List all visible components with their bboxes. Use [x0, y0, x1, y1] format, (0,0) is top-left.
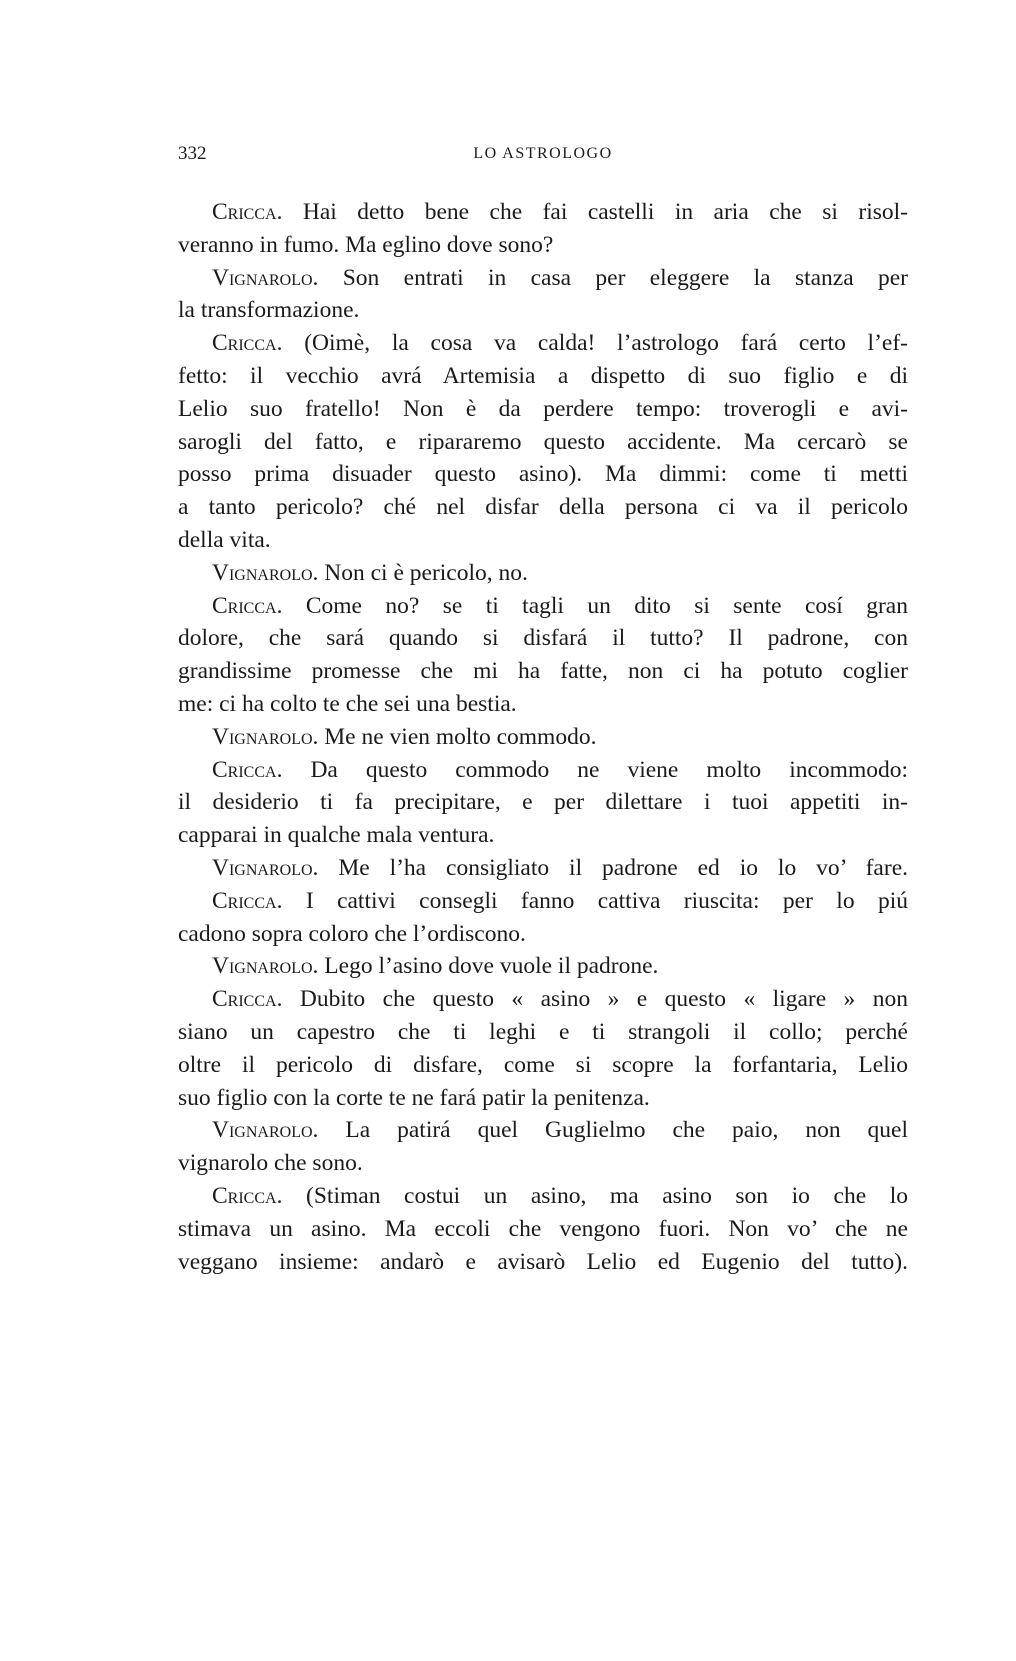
- line-text: stimava un asino. Ma eccoli che vengono fuori. Non vo’ che ne: [178, 1215, 908, 1242]
- text-line: [178, 688, 908, 721]
- running-header: [178, 143, 908, 171]
- speaker-name: Cricca: [212, 330, 277, 357]
- line-text: . Da questo commodo ne viene molto incommodo:: [276, 756, 908, 783]
- text-line: [178, 918, 908, 951]
- speaker-name: Cricca: [212, 887, 277, 914]
- line-text: me: ci ha colto te che sei una bestia.: [178, 690, 517, 717]
- text-line: [178, 196, 908, 229]
- text-line: [178, 557, 908, 590]
- line-text: cadono sopra coloro che l’ordiscono.: [178, 920, 526, 947]
- line-text: . Hai detto bene che fai castelli in aria che si risol-: [276, 199, 908, 225]
- line-text: a tanto pericolo? ché nel disfar della persona ci va il pericolo: [178, 494, 908, 521]
- line-text: . Come no? se ti tagli un dito si sente cosí gran: [276, 592, 908, 619]
- line-text: veggano insieme: andarò e avisarò Lelio ed Eugenio del tutto).: [178, 1248, 908, 1275]
- line-text: . Non ci è pericolo, no.: [312, 559, 528, 586]
- line-text: oltre il pericolo di disfare, come si scopre la forfantaria, Lelio: [178, 1051, 908, 1078]
- text-line: [178, 229, 908, 262]
- text-line: [178, 819, 908, 852]
- speaker-name: Vignarolo: [212, 559, 313, 586]
- speaker-name: Cricca: [212, 592, 277, 619]
- text-line: [178, 524, 908, 557]
- text-line: [178, 1180, 908, 1213]
- speaker-name: Vignarolo: [212, 1117, 313, 1144]
- line-text: . Me l’ha consigliato il padrone ed io lo vo’ fare.: [312, 854, 908, 881]
- line-text: fetto: il vecchio avrá Artemisia a dispetto di suo figlio e di: [178, 362, 908, 389]
- line-text: vignarolo che sono.: [178, 1150, 363, 1177]
- page-body: [178, 196, 908, 1278]
- text-line: [178, 1016, 908, 1049]
- line-text: suo figlio con la corte te ne fará patir la penitenza.: [178, 1084, 650, 1111]
- text-line: [178, 852, 908, 885]
- speaker-name: Cricca: [212, 1182, 277, 1209]
- line-text: la transformazione.: [178, 297, 360, 324]
- line-text: . Me ne vien molto commodo.: [312, 723, 597, 750]
- text-line: [178, 885, 908, 918]
- line-text: grandissime promesse che mi ha fatte, non ci ha potuto coglier: [178, 658, 908, 685]
- page-number: 332: [178, 143, 207, 164]
- text-line: [178, 294, 908, 327]
- text-line: [178, 786, 908, 819]
- line-text: . (Oimè, la cosa va calda! l’astrologo fará certo l’ef-: [276, 330, 908, 357]
- speaker-name: Cricca: [212, 986, 277, 1013]
- line-text: veranno in fumo. Ma eglino dove sono?: [178, 231, 554, 258]
- speaker-name: Vignarolo: [212, 723, 313, 750]
- line-text: il desiderio ti fa precipitare, e per dilettare i tuoi appetiti in-: [178, 789, 908, 816]
- text-line: [178, 327, 908, 360]
- text-line: [178, 754, 908, 787]
- text-line: [178, 426, 908, 459]
- text-line: [178, 655, 908, 688]
- text-line: [178, 721, 908, 754]
- text-line: [178, 983, 908, 1016]
- line-text: sarogli del fatto, e ripararemo questo accidente. Ma cercarò se: [178, 428, 908, 455]
- line-text: . Son entrati in casa per eleggere la stanza per: [312, 264, 908, 291]
- text-line: [178, 360, 908, 393]
- line-text: Lelio suo fratello! Non è da perdere tempo: troverogli e avi-: [178, 395, 908, 422]
- running-title: LO ASTROLOGO: [473, 145, 613, 162]
- text-line: [178, 458, 908, 491]
- line-text: . La patirá quel Guglielmo che paio, non quel: [312, 1117, 908, 1144]
- text-line: [178, 1246, 908, 1279]
- text-line: [178, 393, 908, 426]
- line-text: siano un capestro che ti leghi e ti strangoli il collo; perché: [178, 1018, 908, 1045]
- text-line: [178, 622, 908, 655]
- line-text: . I cattivi consegli fanno cattiva riuscita: per lo piú: [276, 887, 908, 914]
- line-text: della vita.: [178, 526, 271, 553]
- text-line: [178, 262, 908, 295]
- text-line: [178, 1213, 908, 1246]
- line-text: posso prima disuader questo asino). Ma dimmi: come ti metti: [178, 461, 908, 488]
- line-text: capparai in qualche mala ventura.: [178, 822, 495, 849]
- line-text: . Lego l’asino dove vuole il padrone.: [312, 953, 659, 980]
- text-line: [178, 1114, 908, 1147]
- line-text: . (Stiman costui un asino, ma asino son io che lo: [276, 1182, 908, 1209]
- text-line: [178, 491, 908, 524]
- text-line: [178, 950, 908, 983]
- speaker-name: Vignarolo: [212, 854, 313, 881]
- text-line: [178, 1082, 908, 1115]
- text-line: [178, 1147, 908, 1180]
- line-text: dolore, che sará quando si disfará il tutto? Il padrone, con: [178, 625, 908, 652]
- speaker-name: Cricca: [212, 199, 277, 225]
- speaker-name: Cricca: [212, 756, 277, 783]
- speaker-name: Vignarolo: [212, 953, 313, 980]
- text-line: [178, 1049, 908, 1082]
- speaker-name: Vignarolo: [212, 264, 313, 291]
- text-line: [178, 590, 908, 623]
- line-text: . Dubito che questo « asino » e questo « ligare » non: [276, 986, 908, 1013]
